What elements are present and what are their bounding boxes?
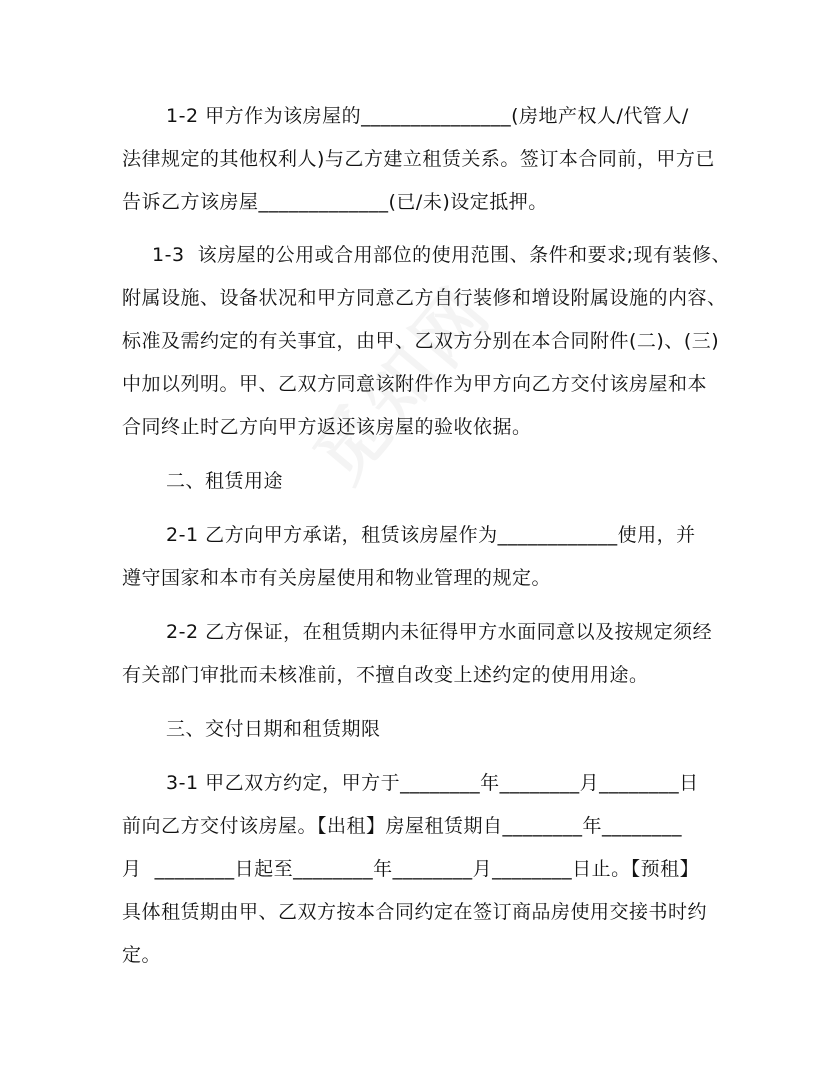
clause-1-2-line-1: 1-2 甲方作为该房屋的_______________(房地产权人/代管人/ [166, 105, 689, 127]
clause-1-3-line-3: 标准及需约定的有关事宜，由甲、乙双方分别在本合同附件(二)、(三) [122, 330, 720, 352]
clause-1-3-line-4: 中加以列明。甲、乙双方同意该附件作为甲方向乙方交付该房屋和本 [122, 373, 708, 395]
clause-1-2-line-3: 告诉乙方该房屋_____________(已/未)设定抵押。 [122, 191, 548, 213]
clause-3-1-line-4: 具体租赁期由甲、乙双方按本合同约定在签订商品房使用交接书时约 [122, 901, 708, 923]
clause-3-1-line-2: 前向乙方交付该房屋。【出租】房屋租赁期自________年________ [122, 815, 683, 837]
clause-1-3-line-2: 附属设施、设备状况和甲方同意乙方自行装修和增设附属设施的内容、 [122, 287, 727, 309]
clause-2-1-line-1: 2-1 乙方向甲方承诺，租赁该房屋作为____________使用，并 [166, 524, 696, 546]
clause-3-1-line-1: 3-1 甲乙双方约定，甲方于________年________月________日 [166, 772, 699, 794]
section-2-heading: 二、租赁用途 [166, 470, 284, 492]
clause-2-2-line-2: 有关部门审批而未核准前，不擅自改变上述约定的使用用途。 [122, 664, 649, 686]
clause-2-1-line-2: 遵守国家和本市有关房屋使用和物业管理的规定。 [122, 567, 552, 589]
section-3-heading: 三、交付日期和租赁期限 [166, 718, 381, 740]
clause-3-1-line-5: 定。 [122, 944, 162, 966]
clause-1-3-line-5: 合同终止时乙方向甲方返还该房屋的验收依据。 [122, 416, 532, 438]
clause-1-2-line-2: 法律规定的其他权利人)与乙方建立租赁关系。签订本合同前，甲方已 [122, 148, 715, 170]
clause-2-2-line-1: 2-2 乙方保证，在租赁期内未征得甲方水面同意以及按规定须经 [166, 621, 713, 643]
clause-1-3-line-1: 1-3 该房屋的公用或合用部位的使用范围、条件和要求;现有装修、 [152, 244, 732, 266]
clause-3-1-line-3: 月 ________日起至________年________月________日止。【预租】 [122, 858, 700, 880]
